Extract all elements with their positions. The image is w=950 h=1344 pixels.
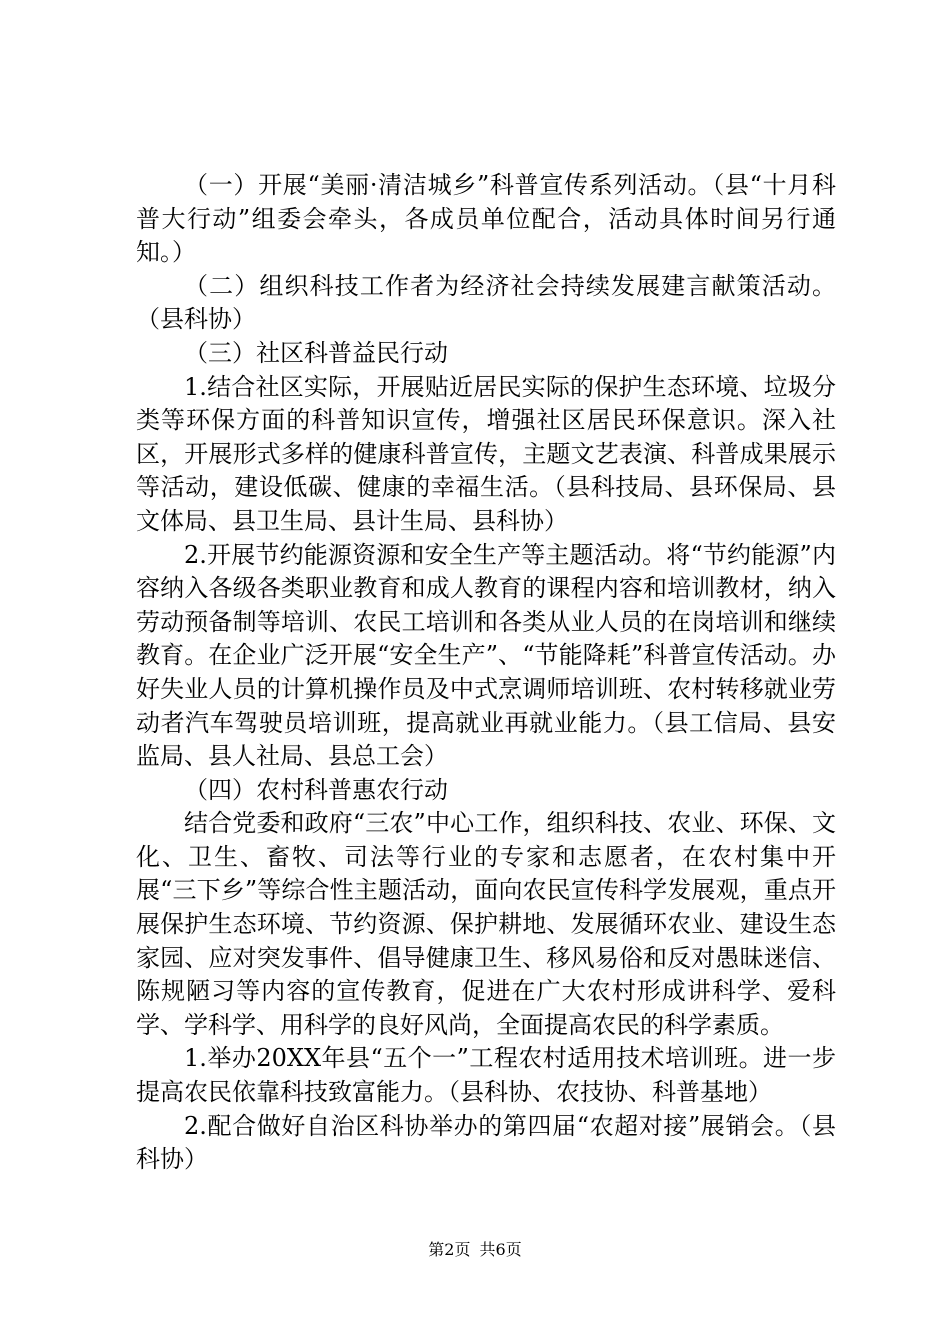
section-heading-3: （三）社区科普益民行动 bbox=[184, 338, 448, 367]
section-heading-2: （二）组织科技工作者为经济社会持续发展建言献策活动。（县科协） bbox=[136, 271, 836, 334]
section-heading-1: （一）开展“美丽·清洁城乡”科普宣传系列活动。（县“十月科普大行动”组委会牵头，各成员单位配合，活动具体时间另行通知。） bbox=[136, 171, 836, 267]
body-paragraph: 2.配合做好自治区科协举办的第四届“农超对接”展销会。（县科协） bbox=[136, 1111, 836, 1174]
body-paragraph: 1.举办20XX年县“五个一”工程农村适用技术培训班。进一步提高农民依靠科技致富能力。（县科协、农技协、科普基地） bbox=[136, 1044, 836, 1107]
body-paragraph: 结合党委和政府“三农”中心工作，组织科技、农业、环保、文化、卫生、畜牧、司法等行业的专家和志愿者，在农村集中开展“三下乡”等综合性主题活动，面向农民宣传科学发展观，重点开展保护生态环境、节约资源、保护耕地、发展循环农业、建设生态家园、应对突发事件、倡导健康卫生、移风易俗和反对愚昧迷信、陈规陋习等内容的宣传教育，促进在广大农村形成讲科学、爱科学、学科学、用科学的良好风尚，全面提高农民的科学素质。 bbox=[136, 809, 836, 1039]
body-paragraph: 2.开展节约能源资源和安全生产等主题活动。将“节约能源”内容纳入各级各类职业教育和成人教育的课程内容和培训教材，纳入劳动预备制等培训、农民工培训和各类从业人员的在岗培训和继续教育。在企业广泛开展“安全生产”、“节能降耗”科普宣传活动。办好失业人员的计算机操作员及中式烹调师培训班、农村转移就业劳动者汽车驾驶员培训班，提高就业再就业能力。（县工信局、县安监局、县人社局、县总工会） bbox=[136, 540, 836, 771]
page-number: 第2页 bbox=[428, 1240, 471, 1259]
page-footer bbox=[0, 1240, 950, 1260]
body-paragraph: 1.结合社区实际，开展贴近居民实际的保护生态环境、垃圾分类等环保方面的科普知识宣传，增强社区居民环保意识。深入社区，开展形式多样的健康科普宣传，主题文艺表演、科普成果展示等活动，建设低碳、健康的幸福生活。（县科技局、县环保局、县文体局、县卫生局、县计生局、县科协） bbox=[136, 372, 836, 535]
document-body bbox=[136, 169, 836, 1177]
section-heading-4: （四）农村科普惠农行动 bbox=[184, 775, 448, 804]
page-total: 共6页 bbox=[479, 1240, 522, 1259]
